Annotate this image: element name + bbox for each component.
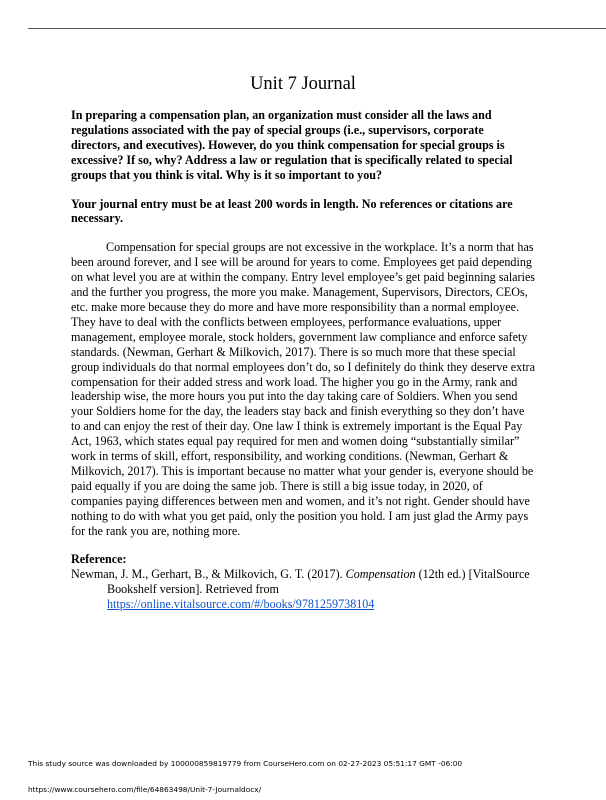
journal-prompt: In preparing a compensation plan, an organization must consider all the laws and regulations associated with the pay of special groups (i.e., supervisors, corporate directors, and executives). However, do you think compensation for special groups is excessive? If so, why? Address a law or regulation that is specifically related to special groups that you think is vital. Why is it so important to you? [71, 108, 513, 182]
reference-entry [71, 567, 535, 612]
journal-body: Compensation for special groups are not excessive in the workplace. It’s a norm that has been around forever, and I see will be around for years to come. Employees get paid depending on what level you are at within the company. Entry level employee’s get paid beginning salaries and the further you progress, the more you make. Management, Supervisors, Directors, CEOs, etc. make more because they do more and have more responsibility than a normal employee. They have to deal with the conflicts between employees, performance evaluations, upper management, employee morale, stock holders, government law compliance and enforce safety standards. (Newman, Gerhart & Milkovich, 2017). There is so much more that these special group individuals do that normal employees don’t do, so I definitely do think they deserve extra compensation for their added stress and work load. The higher you go in the Army, rank and leadership wise, the more hours you put into the day taking care of Soldiers. When you send your Soldiers home for the day, the leaders stay back and finish everything so they don’t have to and can enjoy the rest of their day. One law I think is extremely important is the Equal Pay Act, 1963, which states equal pay required for men and women doing “substantially similar” work in terms of skill, effort, responsibility, and working conditions. (Newman, Gerhart & Milkovich, 2017). This is important because no matter what your gender is, everyone should be paid equally if you are doing the same job. There is still a big issue today, in 2020, of companies paying differences between men and women, and it’s not right. Gender should have nothing to do with what you get paid, only the position you hold. I am just glad the Army pays for the rank you are, nothing more. [71, 240, 536, 538]
word-requirement: Your journal entry must be at least 200 words in length. No references or citations are necessary. [71, 196, 513, 226]
reference-details: (12th ed.) [VitalSource Bookshelf version]. Retrieved from [107, 567, 530, 597]
reference-link[interactable]: https://online.vitalsource.com/#/books/9781259738104 [107, 597, 375, 612]
reference-book-title: Compensation [345, 567, 416, 582]
page-title: Unit 7 Journal [250, 74, 356, 94]
reference-heading: Reference: [71, 552, 127, 567]
document-content [71, 108, 535, 612]
reference-authors: Newman, J. M., Gerhart, B., & Milkovich, G. T. (2017). [71, 567, 346, 582]
top-divider [28, 28, 606, 29]
download-note: This study source was downloaded by 100000859819779 from CourseHero.com on 02-27-2023 05:51:17 GMT -06:00 [28, 759, 463, 768]
source-url: https://www.coursehero.com/file/64863498/Unit-7-Journaldocx/ [28, 785, 262, 794]
